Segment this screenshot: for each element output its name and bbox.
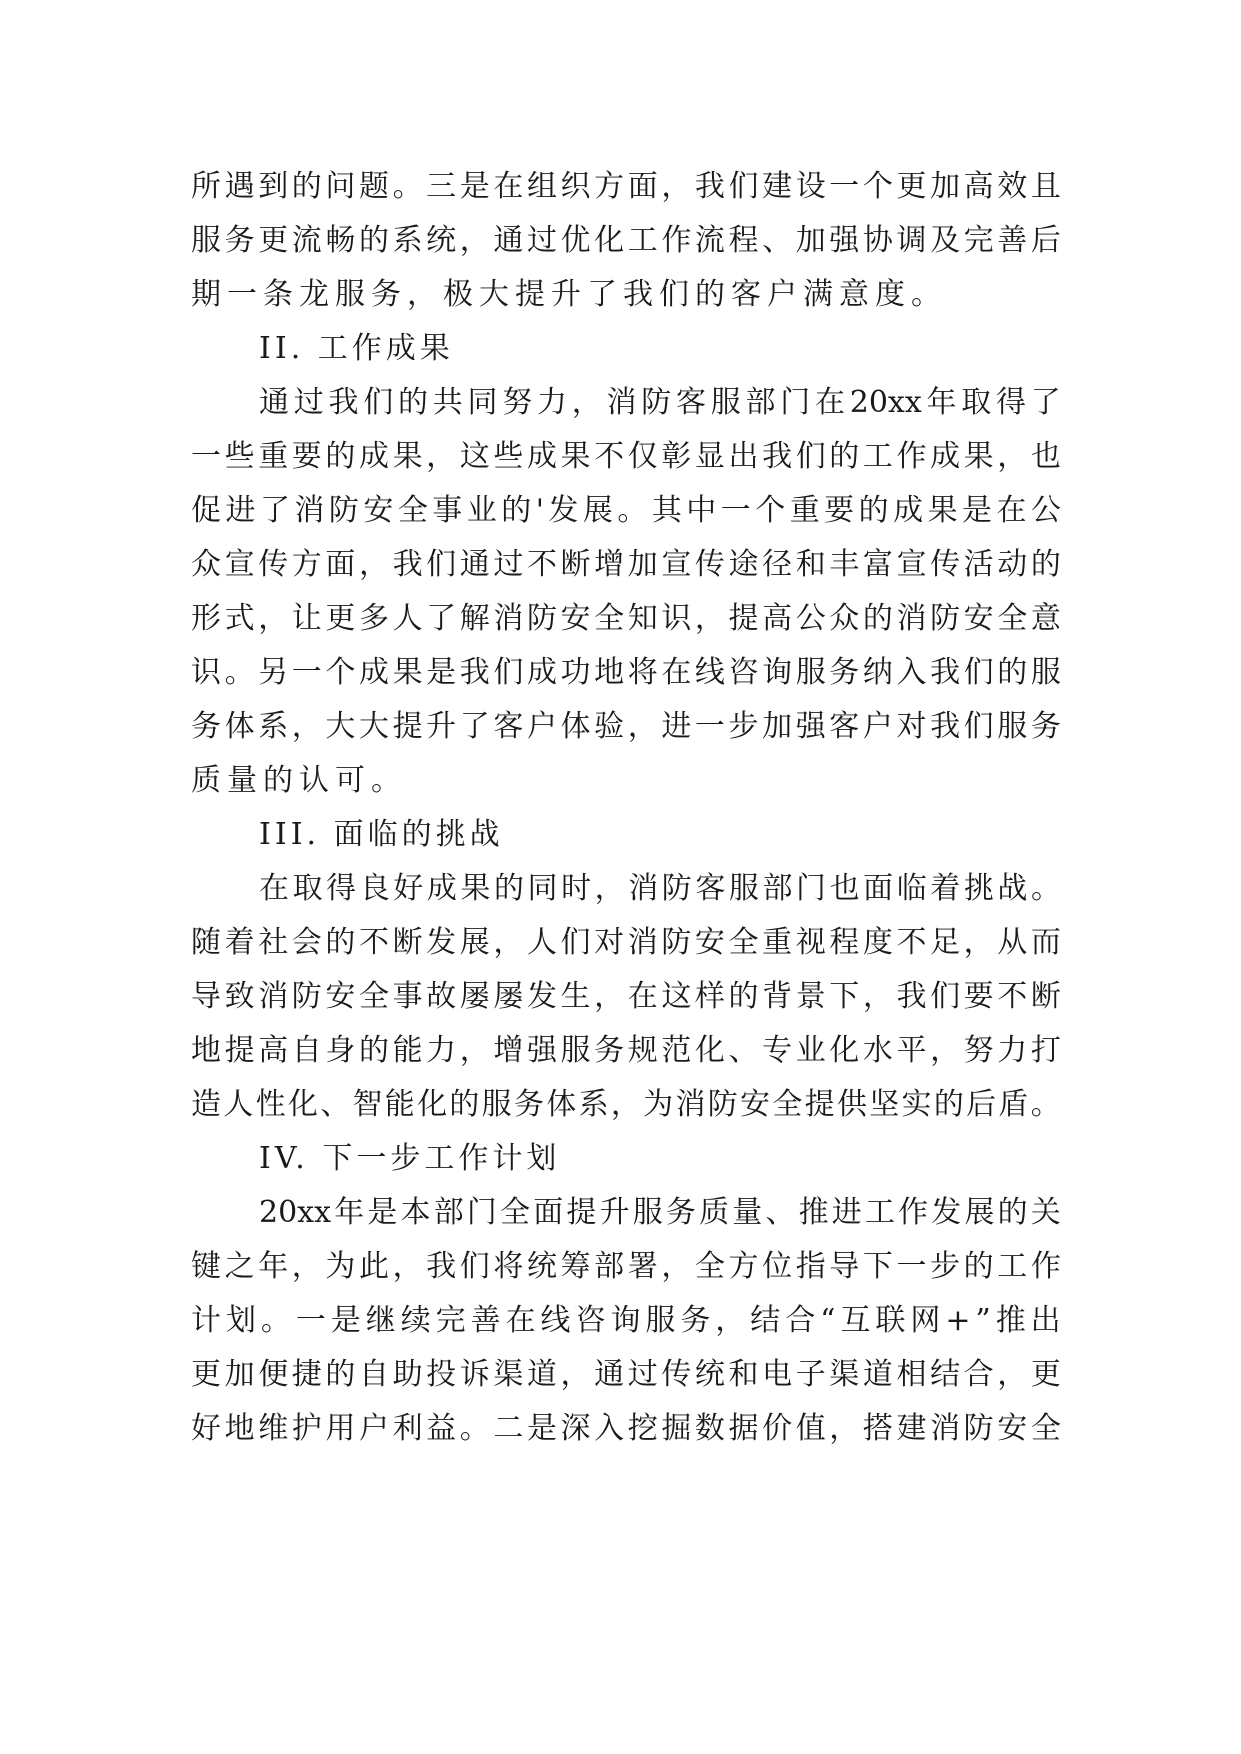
text-line: 所 遇 到 的 问 题 。 三 是 在 组 织 方 面 ， 我 们 建 设 一 个 更 加 高 效 且 bbox=[191, 169, 1061, 204]
text-line: 好 地 维 护 用 户 利 益 。 二 是 深 入 挖 掘 数 据 价 值 ， 搭 建 消 防 安 全 bbox=[191, 1411, 1061, 1446]
document-body bbox=[191, 160, 1061, 1456]
text-line: 促 进 了 消 防 安 全 事 业 的 ' 发 展 。 其 中 一 个 重 要 的 成 果 是 在 公 bbox=[191, 493, 1061, 528]
text-line: 质量的认可。 bbox=[191, 763, 407, 798]
text-line: 更 加 便 捷 的 自 助 投 诉 渠 道 ， 通 过 传 统 和 电 子 渠 道 相 结 合 ， 更 bbox=[191, 1357, 1061, 1392]
text-line: 键 之 年 ， 为 此 ， 我 们 将 统 筹 部 署 ， 全 方 位 指 导 下 一 步 的 工 作 bbox=[191, 1249, 1061, 1284]
text-line: 期一条龙服务，极大提升了我们的客户满意度。 bbox=[191, 277, 947, 312]
section-heading: II. 工作成果 bbox=[259, 331, 454, 366]
text-line: 随 着 社 会 的 不 断 发 展 ， 人 们 对 消 防 安 全 重 视 程 度 不 足 ， 从 而 bbox=[191, 925, 1061, 960]
text-line: 形 式 ， 让 更 多 人 了 解 消 防 安 全 知 识 ， 提 高 公 众 的 消 防 安 全 意 bbox=[191, 601, 1061, 636]
text-line: 计 划 。 一 是 继 续 完 善 在 线 咨 询 服 务 ， 结 合 “ 互 联 网 + ” 推 出 bbox=[191, 1303, 1061, 1338]
text-line: 务 体 系 ， 大 大 提 升 了 客 户 体 验 ， 进 一 步 加 强 客 户 对 我 们 服 务 bbox=[191, 709, 1061, 744]
text-line: 一 些 重 要 的 成 果 ， 这 些 成 果 不 仅 彰 显 出 我 们 的 工 作 成 果 ， 也 bbox=[191, 439, 1061, 474]
text-line: 造 人 性 化 、 智 能 化 的 服 务 体 系 ， 为 消 防 安 全 提 供 坚 实 的 后 盾 。 bbox=[191, 1087, 1061, 1122]
text-line: 识 。 另 一 个 成 果 是 我 们 成 功 地 将 在 线 咨 询 服 务 纳 入 我 们 的 服 bbox=[191, 655, 1061, 690]
text-line: 众 宣 传 方 面 ， 我 们 通 过 不 断 增 加 宣 传 途 径 和 丰 富 宣 传 活 动 的 bbox=[191, 547, 1061, 582]
section-heading: III. 面临的挑战 bbox=[259, 817, 504, 852]
text-line: 导 致 消 防 安 全 事 故 屡 屡 发 生 ， 在 这 样 的 背 景 下 ， 我 们 要 不 断 bbox=[191, 979, 1061, 1014]
section-heading: IV. 下一步工作计划 bbox=[259, 1141, 561, 1176]
text-line: 通 过 我 们 的 共 同 努 力 ， 消 防 客 服 部 门 在 20xx 年 取 得 了 bbox=[259, 385, 1061, 420]
text-line: 服 务 更 流 畅 的 系 统 ， 通 过 优 化 工 作 流 程 、 加 强 协 调 及 完 善 后 bbox=[191, 223, 1061, 258]
text-line: 地 提 高 自 身 的 能 力 ， 增 强 服 务 规 范 化 、 专 业 化 水 平 ， 努 力 打 bbox=[191, 1033, 1061, 1068]
text-line: 在 取 得 良 好 成 果 的 同 时 ， 消 防 客 服 部 门 也 面 临 着 挑 战 。 bbox=[259, 871, 1061, 906]
text-line: 20xx 年 是 本 部 门 全 面 提 升 服 务 质 量 、 推 进 工 作 发 展 的 关 bbox=[259, 1195, 1061, 1230]
